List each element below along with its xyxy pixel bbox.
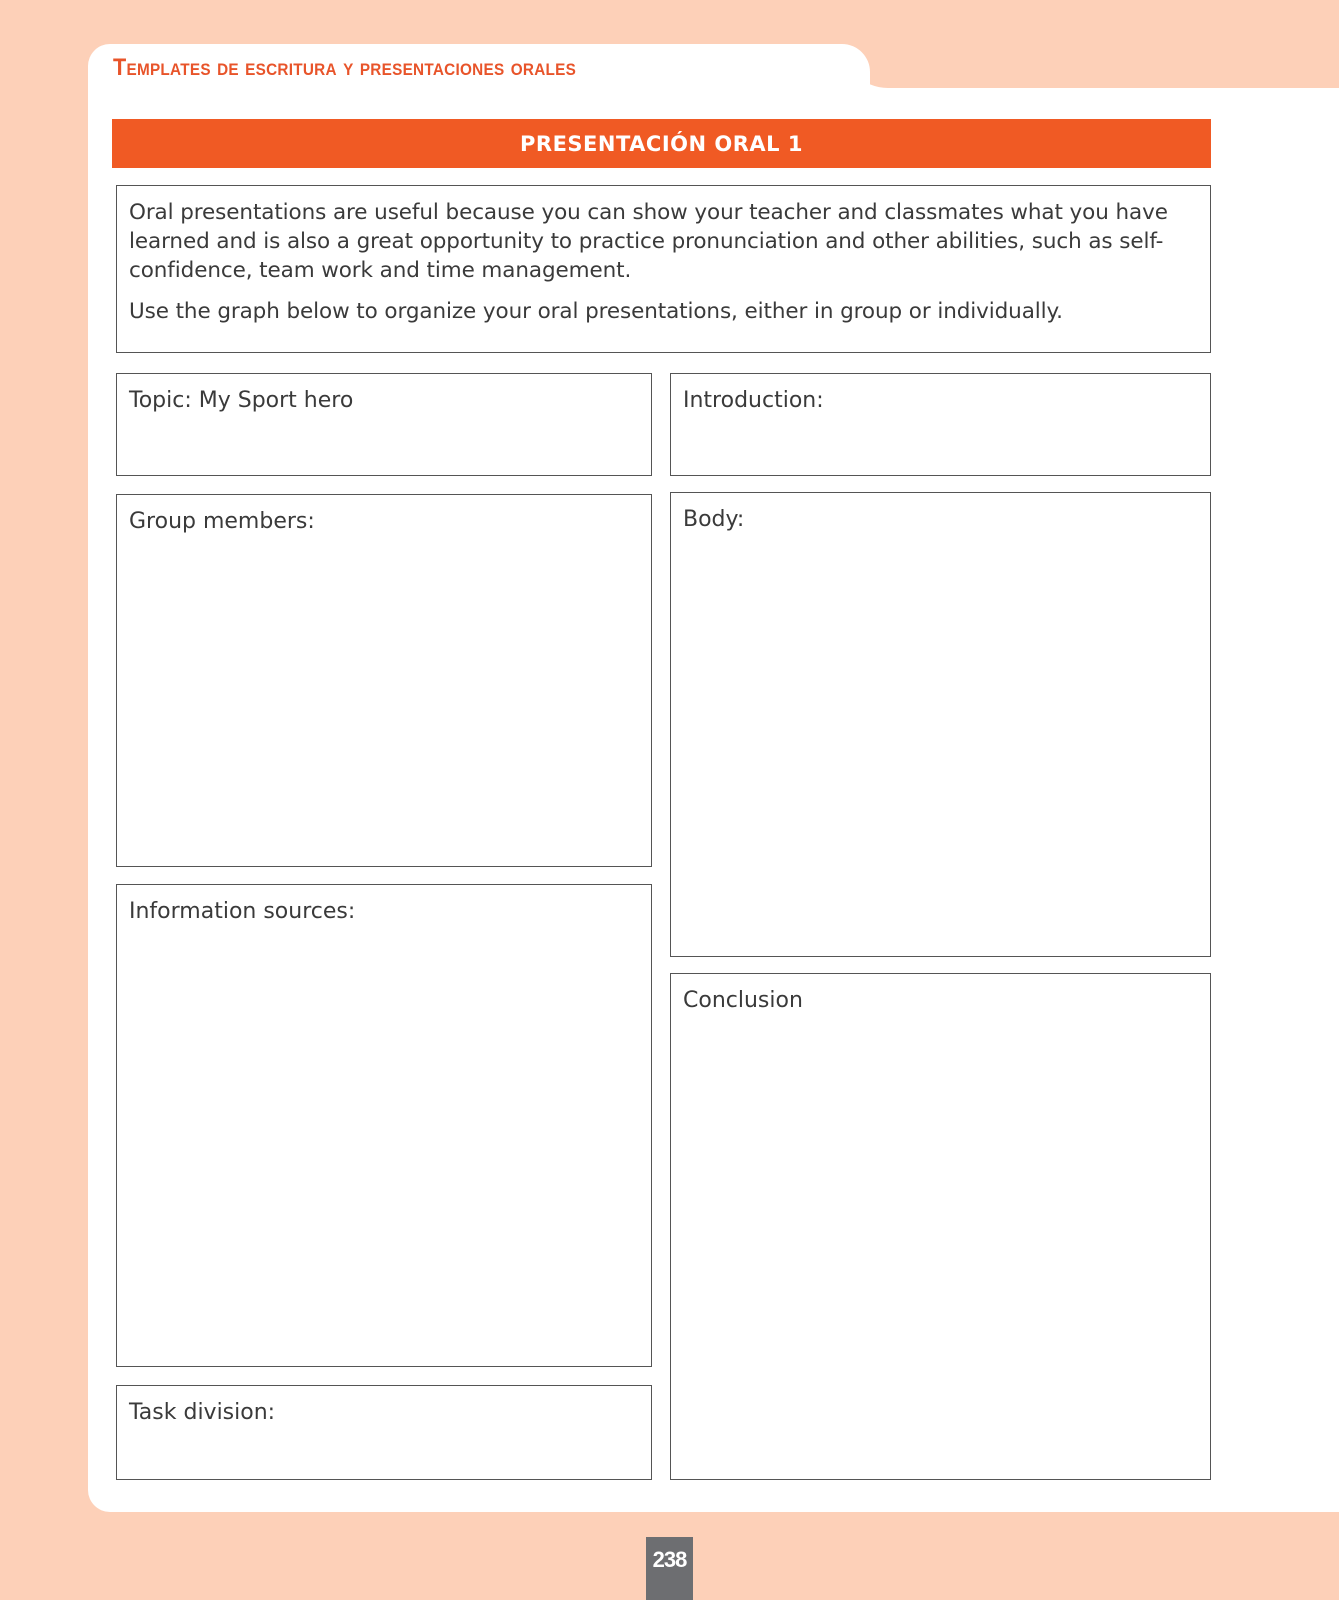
group-members-label: Group members:: [129, 509, 315, 534]
intro-paragraph-1: Oral presentations are useful because you can show your teacher and classmates what you have learned and is also a great opportunity to practice pronunciation and other abilities, such as self-confidence, team work and time management.: [129, 200, 1168, 283]
group-members-box[interactable]: [116, 494, 652, 867]
task-division-box[interactable]: [116, 1385, 652, 1480]
introduction-box[interactable]: [670, 373, 1211, 476]
topic-box[interactable]: [116, 373, 652, 476]
body-box[interactable]: [670, 492, 1211, 957]
page-number-tab: [646, 1537, 693, 1600]
conclusion-box[interactable]: [670, 973, 1211, 1480]
page-tab-curve: [800, 44, 870, 88]
section-title: PRESENTACIÓN ORAL 1: [520, 131, 803, 156]
conclusion-label: Conclusion: [683, 988, 803, 1013]
intro-paragraph-2: Use the graph below to organize your oral presentations, either in group or individually.: [129, 299, 1063, 324]
page-header-title: Templates de escritura y presentaciones orales: [113, 54, 577, 81]
section-title-bar: [112, 119, 1211, 168]
page-number: 238: [652, 1547, 687, 1572]
introduction-label: Introduction:: [683, 388, 824, 413]
intro-box: [116, 185, 1211, 353]
information-sources-box[interactable]: [116, 884, 652, 1367]
page-tab-notch: [842, 40, 1339, 88]
body-label: Body:: [683, 507, 745, 532]
information-sources-label: Information sources:: [129, 899, 356, 924]
task-division-label: Task division:: [129, 1400, 276, 1425]
topic-label: Topic: My Sport hero: [129, 388, 354, 413]
